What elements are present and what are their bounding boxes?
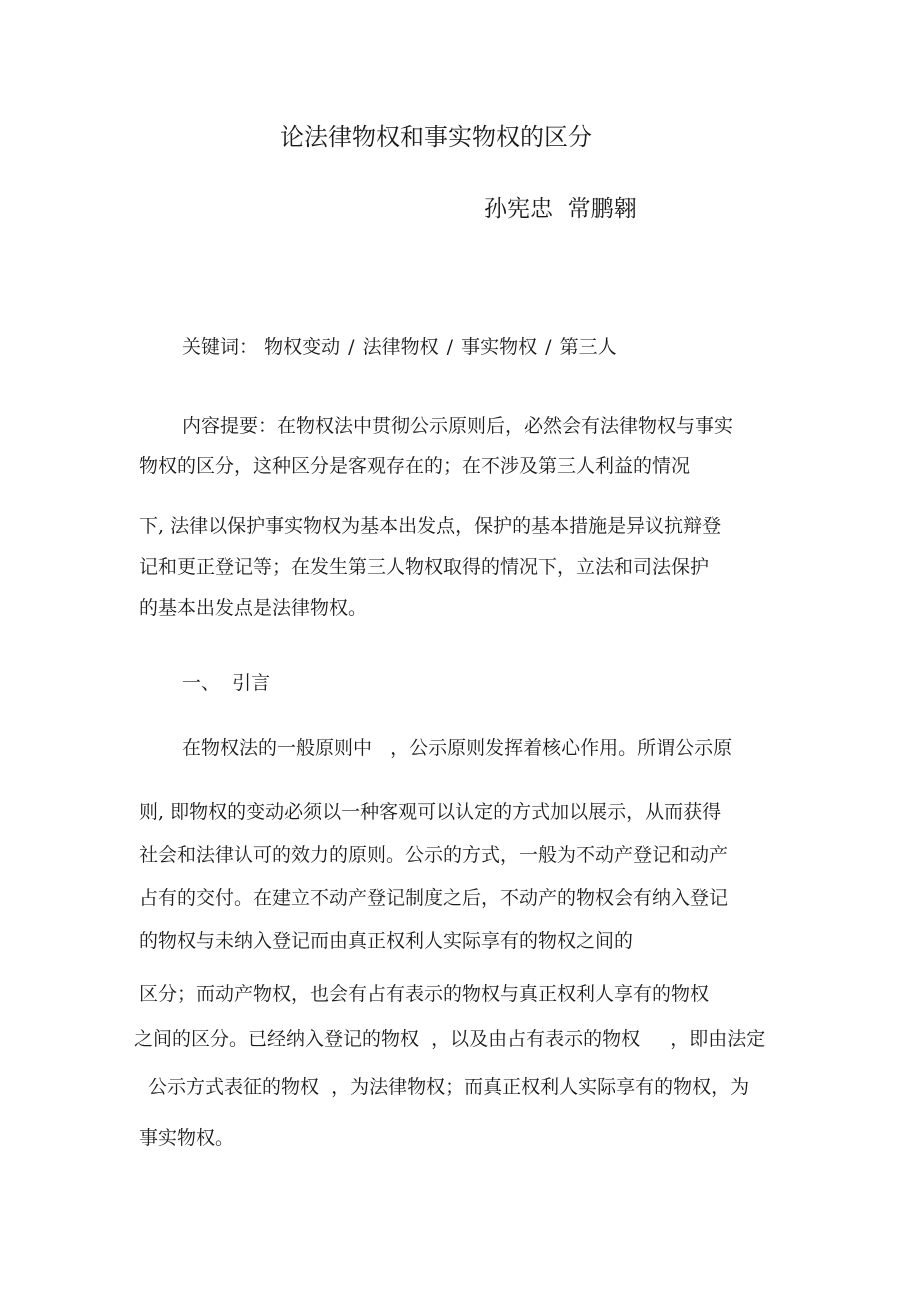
abstract-line: 物权的区分，这种区分是客观存在的；在不涉及第三人利益的情况 [139,455,691,477]
body-line: 在物权法的一般原则中 ，公示原则发挥着核心作用。所谓公示原 [182,737,733,759]
keyword-item: 法律物权 [362,336,439,358]
keyword-item: 事实物权 [461,336,538,358]
keywords-label: 关键词： [182,336,259,358]
abstract-line: 的基本出发点是法律物权。 [139,597,368,619]
body-line: 占有的交付。在建立不动产登记制度之后，不动产的物权会有纳入登记 [139,887,729,909]
keyword-item: 物权变动 [264,336,341,358]
body-line: 社会和法律认可的效力的原则。公示的方式，一般为不动产登记和动产 [139,844,729,866]
document-title: 论法律物权和事实物权的区分 [280,123,592,151]
abstract-line: 下, 法律以保护事实物权为基本出发点，保护的基本措施是异议抗辩登 [139,515,722,537]
body-line: 则, 即物权的变动必须以一种客观可以认定的方式加以展示，从而获得 [139,801,722,823]
body-line: 之间的区分。已经纳入登记的物权 ，以及由占有表示的物权 ，即由法定 [134,1028,766,1050]
section-heading: 一、 引言 [182,672,271,694]
keyword-separator: / [545,336,552,358]
body-line: 公示方式表征的物权 ，为法律物权；而真正权利人实际享有的物权，为 [148,1076,750,1098]
body-line: 的物权与未纳入登记而由真正权利人实际享有的物权之间的 [139,930,634,952]
abstract-line: 内容提要：在物权法中贯彻公示原则后，必然会有法律物权与事实 [182,415,734,437]
keywords-line [182,335,617,359]
keyword-separator: / [446,336,454,358]
document-authors: 孙宪忠 常鹏翱 [484,196,637,222]
abstract-line: 记和更正登记等；在发生第三人物权取得的情况下，立法和司法保护 [139,556,710,578]
body-line: 区分；而动产物权，也会有占有表示的物权与真正权利人享有的物权 [139,983,710,1005]
keyword-separator: / [348,336,355,358]
keyword-item: 第三人 [559,336,617,358]
body-line: 事实物权。 [139,1127,235,1149]
